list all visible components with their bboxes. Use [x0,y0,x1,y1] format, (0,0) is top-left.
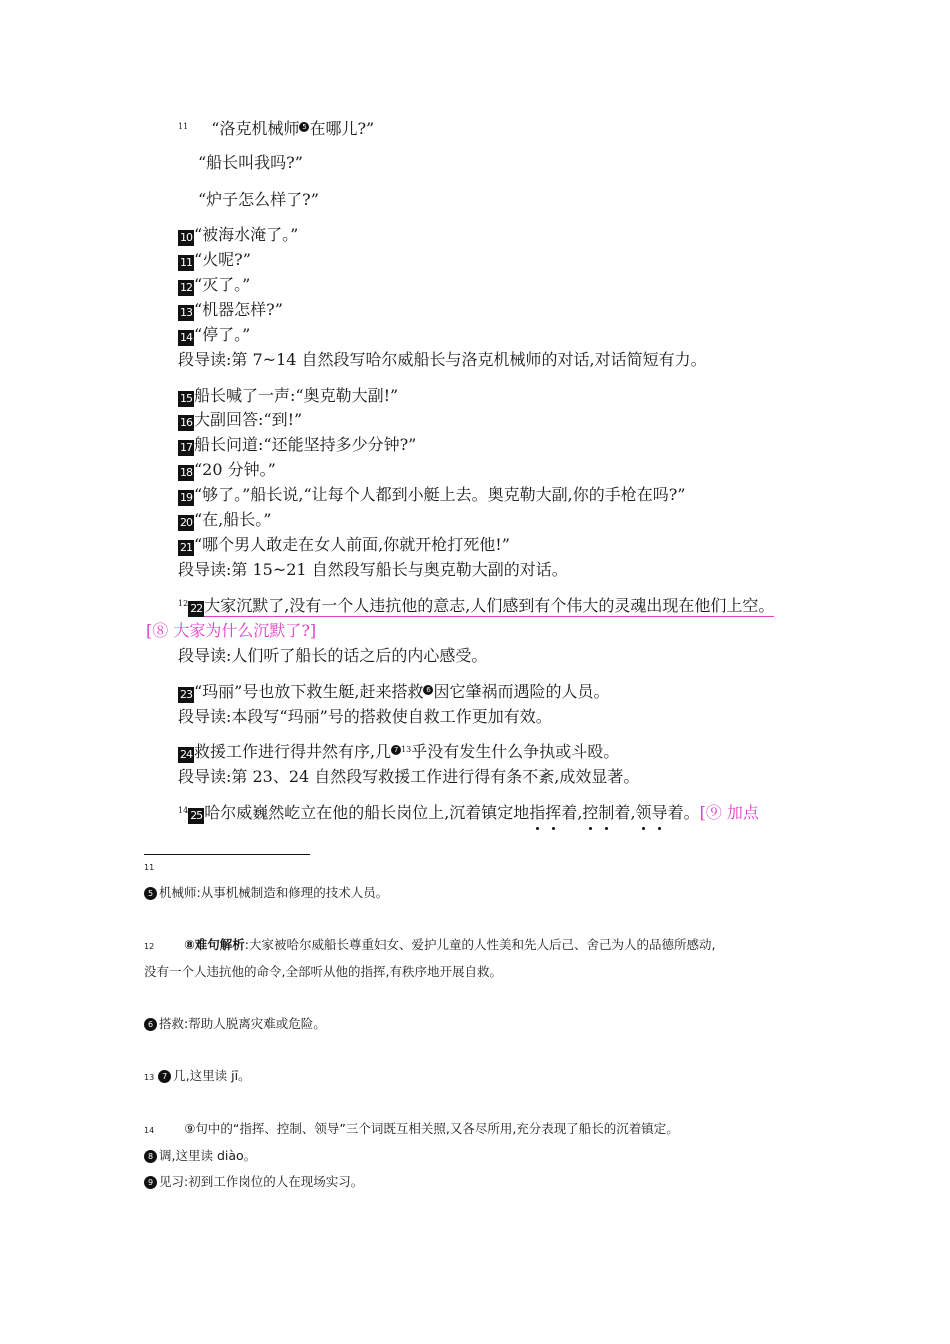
line-text: 船长问道:“还能坚持多少分钟?” [194,435,417,454]
section-guide: 段导读:人们听了船长的话之后的内心感受。 [178,646,488,665]
line-text: “20 分钟。” [194,460,276,479]
paragraph-23 [178,681,609,703]
emphasis-char: 控 [582,803,599,822]
line-text: “够了。”船长说,“让每个人都到小艇上去。奥克勒大副,你的手枪在吗?” [194,485,686,504]
footnote-index: 14 [144,1126,155,1135]
paragraph-number: 21 [180,541,192,554]
paragraph-21 [178,534,510,556]
footnote-6 [144,1014,326,1034]
footnote-text: 见习:初到工作岗位的人在现场实习。 [159,1174,364,1189]
dialogue-line-8: “船长叫我吗?” [198,153,303,172]
paragraph-number: 17 [180,441,192,454]
line-text: “玛丽”号也放下救生艇,赶来搭救 [194,682,424,701]
paragraph-number: 10 [180,231,192,244]
emphasis-char: 制 [598,803,615,822]
paragraph-number: 12 [180,281,192,294]
paragraph-16 [178,409,302,431]
line-text: 乎没有发生什么争执或斗殴。 [411,742,620,761]
section-guide: 段导读:第 15~21 自然段写船长与奥克勒大副的对话。 [178,560,568,579]
line-text: 救援工作进行得井然有序,几 [194,742,392,761]
footnote-number [144,856,154,878]
paragraph-number: 14 [180,331,192,344]
section-guide: 段导读:本段写“玛丽”号的搭救使自救工作更加有效。 [178,707,552,726]
emphasis-char: 指 [529,803,546,822]
footnote-marker: 7 [391,745,401,755]
footnote-marker: 8 [144,1150,157,1163]
footnote-7 [144,1066,251,1088]
section-guide: 段导读:第 23、24 自然段写救援工作进行得有条不紊,成效显著。 [178,767,640,786]
line-text: “在,船长。” [194,510,272,529]
footnote-ref: 11 [178,122,189,131]
footnote-marker: 9 [144,1176,157,1189]
footnote-5 [144,883,388,903]
footnote-12-continued: 没有一个人违抗他的命令,全部听从他的指挥,有秩序地开展自救。 [144,964,502,979]
paragraph-17 [178,434,416,456]
paragraph-18 [178,459,276,481]
paragraph-number: 24 [180,748,192,761]
dialogue-line-9: “炉子怎么样了?” [198,190,319,209]
paragraph-24 [178,741,619,763]
paragraph-11 [178,249,251,271]
section-guide: 段导读:第 7~14 自然段写哈尔威船长与洛克机械师的对话,对话简短有力。 [178,350,707,369]
study-question: [⑨ 加点 [699,803,759,822]
emphasis-char: 挥 [545,803,562,822]
line-text: “洛克机械师 [211,119,300,138]
footnote-ref: 14 [178,806,189,815]
paragraph-14 [178,324,250,346]
footnote-index: 12 [144,942,155,951]
paragraph-number: 18 [180,466,192,479]
footnote-ref: 13 [401,745,412,754]
line-text: 着, [614,803,636,822]
paragraph-20 [178,509,271,531]
paragraph-13 [178,299,283,321]
line-text: 着。 [667,803,700,822]
footnote-14 [144,1119,679,1141]
paragraph-19 [178,484,685,506]
paragraph-number: 22 [190,602,203,615]
footnote-marker: 5 [144,887,157,900]
line-text: 大副回答:“到!” [194,410,303,429]
dialogue-line-7 [178,118,374,140]
paragraph-number: 16 [180,416,192,429]
footnote-index: 13 [144,1073,155,1082]
paragraph-number: 13 [180,306,192,319]
footnote-text: 几,这里读 jī。 [173,1068,251,1083]
paragraph-22 [178,595,774,617]
paragraph-15 [178,385,398,407]
paragraph-number: 23 [180,688,192,701]
study-question: [⑧ 大家为什么沉默了?] [146,621,317,640]
paragraph-number: 19 [180,491,192,504]
line-text: “停了。” [194,325,251,344]
line-text: 船长喊了一声:“奥克勒大副!” [194,386,399,405]
paragraph-10 [178,224,298,246]
footnote-marker: 7 [158,1070,171,1083]
footnote-index: 11 [144,863,155,872]
line-text: “机器怎样?” [194,300,283,319]
footnote-label: ⑧难句解析 [184,937,245,952]
line-text: “被海水淹了。” [194,225,299,244]
emphasis-char: 导 [651,803,668,822]
footnote-8 [144,1146,256,1166]
footnote-marker: 5 [299,122,309,132]
footnote-text: 调,这里读 diào。 [159,1148,257,1163]
line-text: 在哪儿?” [309,119,375,138]
line-text: 哈尔威巍然屹立在他的船长岗位上,沉着镇定地 [204,803,530,822]
line-text: “哪个男人敢走在女人前面,你就开枪打死他!” [194,535,510,554]
footnote-12 [144,935,715,957]
footnote-marker: 6 [144,1018,157,1031]
paragraph-number: 20 [180,516,192,529]
line-text: “火呢?” [194,250,251,269]
line-text: 因它肇祸而遇险的人员。 [433,682,610,701]
paragraph-25 [178,802,759,824]
paragraph-number: 25 [190,809,203,822]
footnote-divider [144,854,310,855]
paragraph-12 [178,274,250,296]
footnote-text: ⑨句中的“指挥、控制、领导”三个词既互相关照,又各尽所用,充分表现了船长的沉着镇定。 [184,1121,679,1136]
footnote-text: 搭救:帮助人脱离灾难或危险。 [159,1016,326,1031]
footnote-9 [144,1172,363,1192]
emphasis-char: 领 [635,803,652,822]
paragraph-number: 15 [180,392,192,405]
line-text: “灭了。” [194,275,251,294]
footnote-text: 机械师:从事机械制造和修理的技术人员。 [159,885,389,900]
footnote-ref: 12 [178,599,189,608]
footnote-marker: 6 [423,685,433,695]
paragraph-number: 11 [180,256,192,269]
underlined-sentence: 大家沉默了,没有一个人违抗他的意志,人们感到有个伟大的灵魂出现在他们上空。 [204,596,775,615]
line-text: 着, [561,803,583,822]
footnote-text: :大家被哈尔威船长尊重妇女、爱护儿童的人性美和先人后己、舍己为人的品德所感动, [244,937,716,952]
